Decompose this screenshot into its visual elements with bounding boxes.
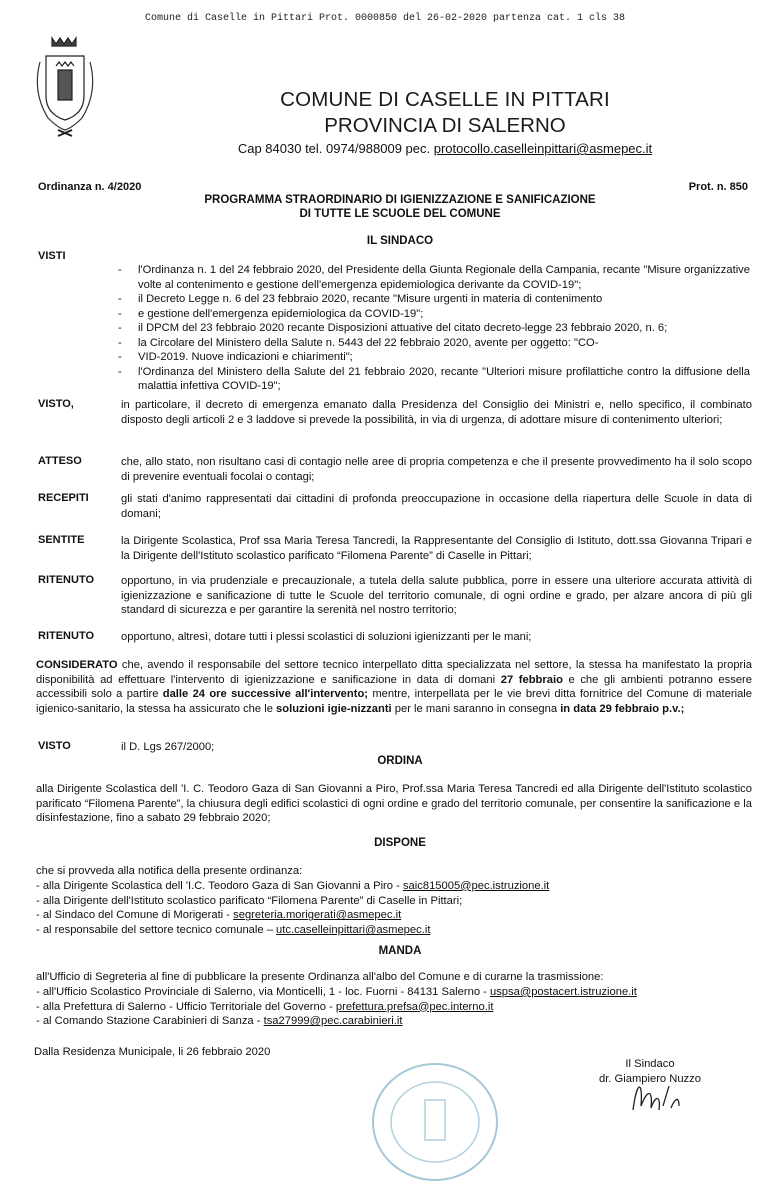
il-sindaco-heading: IL SINDACO [366, 235, 434, 247]
dispone-intro: che si provveda alla notifica della presente ordinanza: [36, 865, 303, 877]
considerato-paragraph [36, 658, 752, 716]
visti-list [118, 263, 750, 394]
place-date: Dalla Residenza Municipale, li 26 febbraio 2020 [34, 1046, 271, 1058]
manda-list [36, 970, 752, 1029]
header-province: PROVINCIA DI SALERNO [324, 114, 566, 137]
email-link[interactable]: uspsa@postacert.istruzione.it [489, 985, 637, 998]
ritenuto-label: RITENUTO [38, 574, 95, 586]
manda-item [36, 985, 752, 1000]
document-title-line1: PROGRAMMA STRAORDINARIO DI IGIENIZZAZIONE E SANIFICAZIONE [204, 194, 596, 206]
manda-item-text: - all'Ufficio Scolastico Provinciale di Salerno, via Monticelli, 1 - loc. Fuorni - 84131 Salerno - [36, 985, 490, 998]
visti-item: - VID-2019. Nuove indicazioni e chiarimenti"; [118, 350, 750, 365]
considerato-text: che, avendo il responsabile del settore tecnico interpellato ditta specializzata nel settore, la stessa ha manifestato la propria disponibilità ad effettuare l'intervento di igienizzazione e sanificazione in data di domani [36, 659, 752, 686]
dispone-item [36, 923, 752, 938]
municipal-seal-icon [365, 1060, 505, 1185]
document-title-line2: DI TUTTE LE SCUOLE DEL COMUNE [299, 208, 501, 220]
ritenuto2-label: RITENUTO [38, 630, 95, 642]
pec-link[interactable]: protocollo.caselleinpittari@asmepec.it [433, 141, 653, 156]
dispone-item [36, 908, 752, 923]
considerato-text: e che gli ambienti potranno essere accessibili solo a partire [36, 673, 752, 700]
visto2-label: VISTO [38, 740, 71, 752]
considerato-bold: 27 febbraio [500, 673, 563, 686]
visti-item: - la Circolare del Ministero della Salute n. 5443 del 22 febbraio 2020, avente per oggetto: "CO- [118, 336, 750, 351]
header-municipality: COMUNE DI CASELLE IN PITTARI [280, 88, 610, 111]
protocol-stamp: Comune di Caselle in Pittari Prot. 0000850 del 26-02-2020 partenza cat. 1 cls 38 [144, 13, 626, 24]
visti-item: - e gestione dell'emergenza epidemiologica da COVID-19"; [118, 307, 750, 322]
visti-item: - l'Ordinanza n. 1 del 24 febbraio 2020, del Presidente della Giunta Regionale della Campania, recante "Misure organizzative volte al contenimento e gestione dell'emergenza epidemiologica derivante da COVID-19"; [118, 263, 750, 292]
considerato-bold: soluzioni igie-nizzanti [276, 702, 392, 715]
considerato-text: mentre, interpellata per le vie brevi ditta fornitrice del Comune di materiale igienico-sanitario, la stessa ha assicurato che le [36, 688, 752, 715]
considerato-label: CONSIDERATO [36, 659, 118, 671]
contact-text: Cap 84030 tel. 0974/988009 pec. [237, 141, 434, 156]
recepiti-label: RECEPITI [38, 492, 89, 504]
ritenuto-text: opportuno, in via prudenziale e precauzionale, a tutela della salute pubblica, porre in essere una ulteriore accurata attività di igienizzazione e sanificazione di tutte le Scuole del territorio comunale, di ogni ordine e grado, per alzare ancora di più gli standard di sicurezza e per garantire la serenità nel nostro territorio; [121, 575, 752, 616]
signature-role: Il Sindaco [625, 1058, 675, 1070]
sentite-text: la Dirigente Scolastica, Prof ssa Maria Teresa Tancredi, la Rappresentante del Consiglio di Istituto, dott.ssa Giovanna Tripari e la Dirigente dell'Istituto scolastico parificato “Filomena Parente” di Caselle in Pittari; [121, 535, 752, 562]
considerato-bold: dalle 24 ore successive all'intervento; [162, 688, 369, 700]
dispone-item-text: - al responsabile del settore tecnico comunale – [36, 924, 277, 937]
manda-item-text: - alla Prefettura di Salerno - Ufficio Territoriale del Governo - [36, 1000, 336, 1013]
recepiti-text: gli stati d'animo rappresentati dai cittadini di profonda preoccupazione in occasione della riapertura delle Scuole in data di domani; [121, 493, 752, 520]
atteso-label: ATTESO [38, 455, 82, 467]
manda-intro: all'Ufficio di Segreteria al fine di pubblicare la presente Ordinanza all'albo del Comune e di curarne la trasmissione: [36, 971, 604, 983]
visto-text: in particolare, il decreto di emergenza emanato dalla Presidenza del Consiglio dei Ministri e, nello specifico, il combinato disposto degli articoli 2 e 3 laddove si prevede la possibilità, in via di urgenza, di adottare misure di contenimento ulteriori; [121, 399, 752, 426]
email-link[interactable]: segreteria.morigerati@asmepec.it [233, 909, 402, 922]
dispone-item-text: - alla Dirigente Scolastica dell 'I.C. Teodoro Gaza di San Giovanni a Piro - [36, 879, 403, 892]
manda-item-text: - al Comando Stazione Carabinieri di Sanza - [36, 1015, 264, 1028]
dispone-item: - alla Dirigente dell'Istituto scolastico parificato “Filomena Parente” di Caselle in Pittari; [36, 894, 463, 907]
email-link[interactable]: prefettura.prefsa@pec.interno.it [335, 1000, 494, 1013]
visti-item: - l'Ordinanza del Ministero della Salute del 21 febbraio 2020, recante "Ulteriori misure profilattiche contro la diffusione della malattia infettiva COVID-19"; [118, 365, 750, 394]
visti-item: - il Decreto Legge n. 6 del 23 febbraio 2020, recante "Misure urgenti in materia di contenimento [118, 292, 750, 307]
visti-item: - il DPCM del 23 febbraio 2020 recante Disposizioni attuative del citato decreto-legge 23 febbraio 2020, n. 6; [118, 321, 750, 336]
manda-item [36, 1014, 752, 1029]
dispone-item [36, 879, 752, 894]
visti-label: VISTI [38, 250, 66, 262]
ordinanza-number: Ordinanza n. 4/2020 [38, 181, 142, 193]
sentite-label: SENTITE [38, 534, 85, 546]
visto-label: VISTO, [38, 398, 74, 410]
considerato-bold: in data 29 febbraio p.v.; [560, 702, 685, 715]
dispone-item-text: - al Sindaco del Comune di Morigerati - [36, 909, 234, 922]
visto2-text: il D. Lgs 267/2000; [121, 741, 215, 753]
email-link[interactable]: saic815005@pec.istruzione.it [402, 879, 550, 892]
ordina-text: alla Dirigente Scolastica dell 'I. C. Teodoro Gaza di San Giovanni a Piro, Prof.ssa Maria Teresa Tancredi ed alla Dirigente dell'Istituto scolastico parificato “Filomena Parente”, la chiusura degli edifici scolastici di ogni ordine e grado del territorio comunale, per consentire la sanificazione e la disinfestazione, fino a sabato 29 febbraio 2020; [36, 783, 752, 824]
manda-item [36, 1000, 752, 1015]
municipal-crest-icon [30, 34, 100, 144]
dispone-list [36, 864, 752, 938]
email-link[interactable]: utc.caselleinpittari@asmepec.it [276, 924, 431, 937]
ritenuto2-text: opportuno, altresì, dotare tutti i plessi scolastici di soluzioni igienizzanti per le mani; [121, 631, 532, 643]
email-link[interactable]: tsa27999@pec.carabinieri.it [263, 1015, 403, 1028]
considerato-text: per le mani saranno in consegna [391, 702, 561, 715]
manda-heading: MANDA [378, 945, 422, 957]
ordina-heading: ORDINA [377, 755, 423, 767]
signature-name: dr. Giampiero Nuzzo [599, 1073, 701, 1085]
dispone-heading: DISPONE [374, 837, 426, 849]
handwritten-signature-icon [625, 1070, 685, 1120]
protocol-number: Prot. n. 850 [688, 181, 748, 193]
header-contact [200, 141, 690, 156]
atteso-text: che, allo stato, non risultano casi di contagio nelle aree di propria competenza e che il presente provvedimento ha il solo scopo di prevenire eventuali focolai o contagi; [121, 456, 752, 483]
